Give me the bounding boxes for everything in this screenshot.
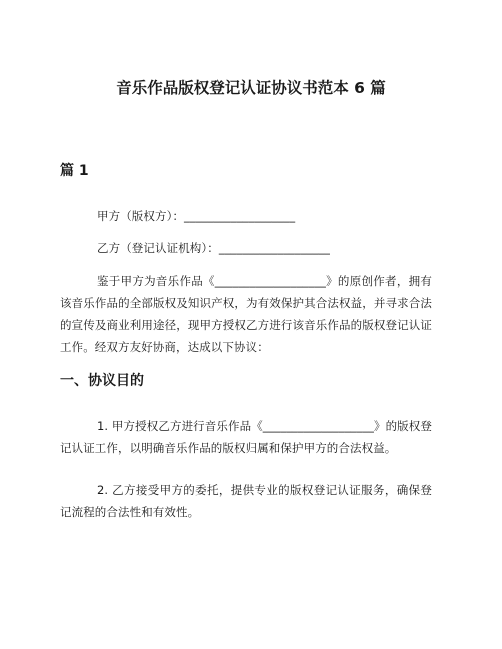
purpose-item-2: 2. 乙方接受甲方的委托，提供专业的版权登记认证服务，确保登记流程的合法性和有效性。	[60, 483, 432, 519]
document-title: 音乐作品版权登记认证协议书范本 6 篇	[116, 79, 386, 97]
purpose-item-1: 1. 甲方授权乙方进行音乐作品《___________________》的版权登记认证工作，以明确音乐作品的版权归属和保护甲方的合法权益。	[60, 419, 432, 455]
party-a-line: 甲方（版权方）：___________________	[97, 209, 296, 223]
party-b-line: 乙方（登记认证机构）：___________________	[97, 241, 330, 255]
part-heading: 篇 1	[60, 163, 89, 179]
intro-paragraph: 鉴于甲方为音乐作品《___________________》的原创作者，拥有该音乐作品的全部版权及知识产权，为有效保护其合法权益，并寻求合法的宣传及商业利用途径，现甲方授权乙方进行该音乐作品的版权登记认证工作。经双方友好协商，达成以下协议：	[60, 274, 432, 354]
section-heading-purpose: 一、协议目的	[60, 373, 144, 389]
